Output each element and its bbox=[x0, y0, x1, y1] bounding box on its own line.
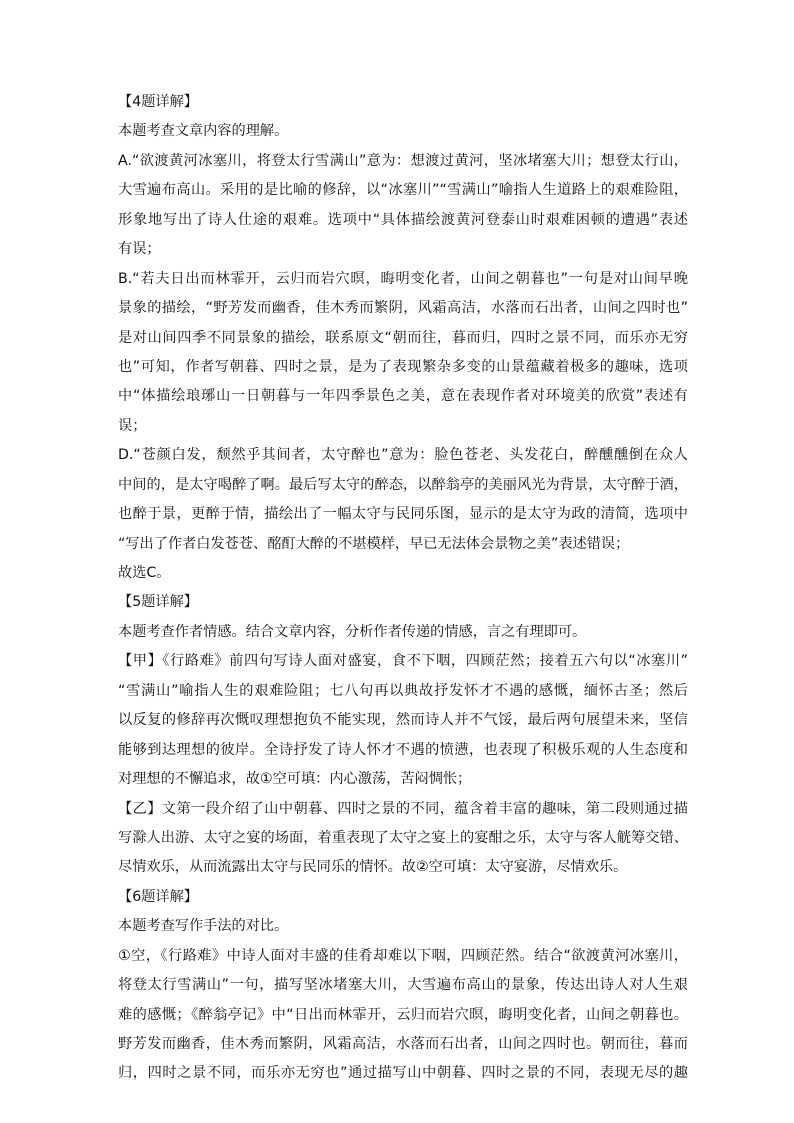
answer-explanation-text bbox=[118, 88, 688, 1089]
text-line: 中间的，是太守喝醉了啊。最后写太守的醉态，以醉翁亭的美丽风光为背景，太守醉于酒， bbox=[118, 476, 688, 493]
text-line: 景象的描绘，“野芳发而幽香，佳木秀而繁阴，风霜高洁，水落而石出者，山间之四时也” bbox=[118, 300, 688, 317]
text-line: 【5题详解】 bbox=[118, 594, 198, 611]
text-line: 也醉于景，更醉于情，描绘出了一幅太守与民同乐图，显示的是太守为政的清简，选项中 bbox=[118, 506, 688, 523]
text-line: “写出了作者白发苍苍、酩酊大醉的不堪模样，早已无法体会景物之美”表述错误； bbox=[118, 535, 630, 552]
text-line: 归，四时之景不同，而乐亦无穷也”通过描写山中朝暮、四时之景的不同，表现无尽的趣 bbox=[118, 1065, 688, 1082]
text-line: A.“欲渡黄河冰塞川，将登太行雪满山”意为：想渡过黄河，坚冰堵塞大川；想登太行山， bbox=[118, 152, 688, 169]
text-line: 尽情欢乐，从而流露出太守与民同乐的情怀。故②空可填：太守宴游，尽情欢乐。 bbox=[118, 859, 628, 876]
text-line: 形象地写出了诗人仕途的艰难。选项中“具体描绘渡黄河登泰山时艰难困顿的遭遇”表述 bbox=[118, 211, 688, 228]
text-line: 也”可知，作者写朝暮、四时之景，是为了表现繁杂多变的山景蕴藏着极多的趣味，选项 bbox=[118, 358, 688, 375]
text-line: 写滁人出游、太守之宴的场面，着重表现了太守之宴上的宴酣之乐，太守与客人觥筹交错、 bbox=[118, 829, 688, 846]
text-line: 故选C。 bbox=[118, 565, 171, 581]
text-line: 以反复的修辞再次慨叹理想抱负不能实现，然而诗人并不气馁，最后两句展望未来，坚信 bbox=[118, 712, 688, 729]
text-line: 将登太行雪满山”一句，描写坚冰堵塞大川，大雪遍布高山的景象，传达出诗人对人生艰 bbox=[118, 977, 688, 994]
text-line: 对理想的不懈追求，故①空可填：内心激荡，苦闷惆怅； bbox=[118, 771, 472, 788]
text-line: 本题考查作者情感。结合文章内容，分析作者传递的情感，言之有理即可。 bbox=[118, 623, 587, 640]
text-line: 有误； bbox=[118, 241, 161, 258]
text-line: 中“体描绘琅琊山一日朝暮与一年四季景色之美，意在表现作者对环境美的欣赏”表述有 bbox=[118, 388, 688, 405]
text-line: B.“若夫日出而林霏开，云归而岩穴暝，晦明变化者，山间之朝暮也”一句是对山间早晚 bbox=[118, 270, 688, 287]
text-line: 【乙】文第一段介绍了山中朝暮、四时之景的不同，蕴含着丰富的趣味，第二段则通过描 bbox=[118, 800, 688, 817]
text-line: 大雪遍布高山。采用的是比喻的修辞，以“冰塞川”“雪满山”喻指人生道路上的艰难险阻， bbox=[118, 182, 688, 199]
text-line: 本题考查文章内容的理解。 bbox=[118, 123, 289, 140]
text-line: ①空，《行路难》中诗人面对丰盛的佳肴却难以下咽，四顾茫然。结合“欲渡黄河冰塞川， bbox=[118, 947, 688, 964]
text-line: 【4题详解】 bbox=[118, 94, 198, 110]
text-line: 是对山间四季不同景象的描绘，联系原文“朝而往，暮而归，四时之景不同，而乐亦无穷 bbox=[118, 329, 688, 346]
text-line: 野芳发而幽香，佳木秀而繁阴，风霜高洁，水落而石出者，山间之四时也。朝而往，暮而 bbox=[118, 1036, 688, 1052]
text-line: 误； bbox=[118, 417, 147, 434]
text-line: D.“苍颜白发，颓然乎其间者，太守醉也”意为：脸色苍老、头发花白，醉醺醺倒在众人 bbox=[118, 447, 688, 464]
text-line: 【甲】《行路难》前四句写诗人面对盛宴，食不下咽，四顾茫然；接着五六句以“冰塞川” bbox=[118, 653, 688, 670]
text-line: 【6题详解】 bbox=[118, 888, 198, 905]
text-line: 能够到达理想的彼岸。全诗抒发了诗人怀才不遇的愤懑，也表现了积极乐观的人生态度和 bbox=[118, 741, 688, 758]
text-line: “雪满山”喻指人生的艰难险阻；七八句再以典故抒发怀才不遇的感慨，缅怀古圣；然后 bbox=[118, 682, 688, 699]
text-line: 本题考查写作手法的对比。 bbox=[118, 918, 289, 935]
text-line: 难的感慨；《醉翁亭记》中“日出而林霏开，云归而岩穴暝，晦明变化者，山间之朝暮也。 bbox=[118, 1006, 688, 1023]
